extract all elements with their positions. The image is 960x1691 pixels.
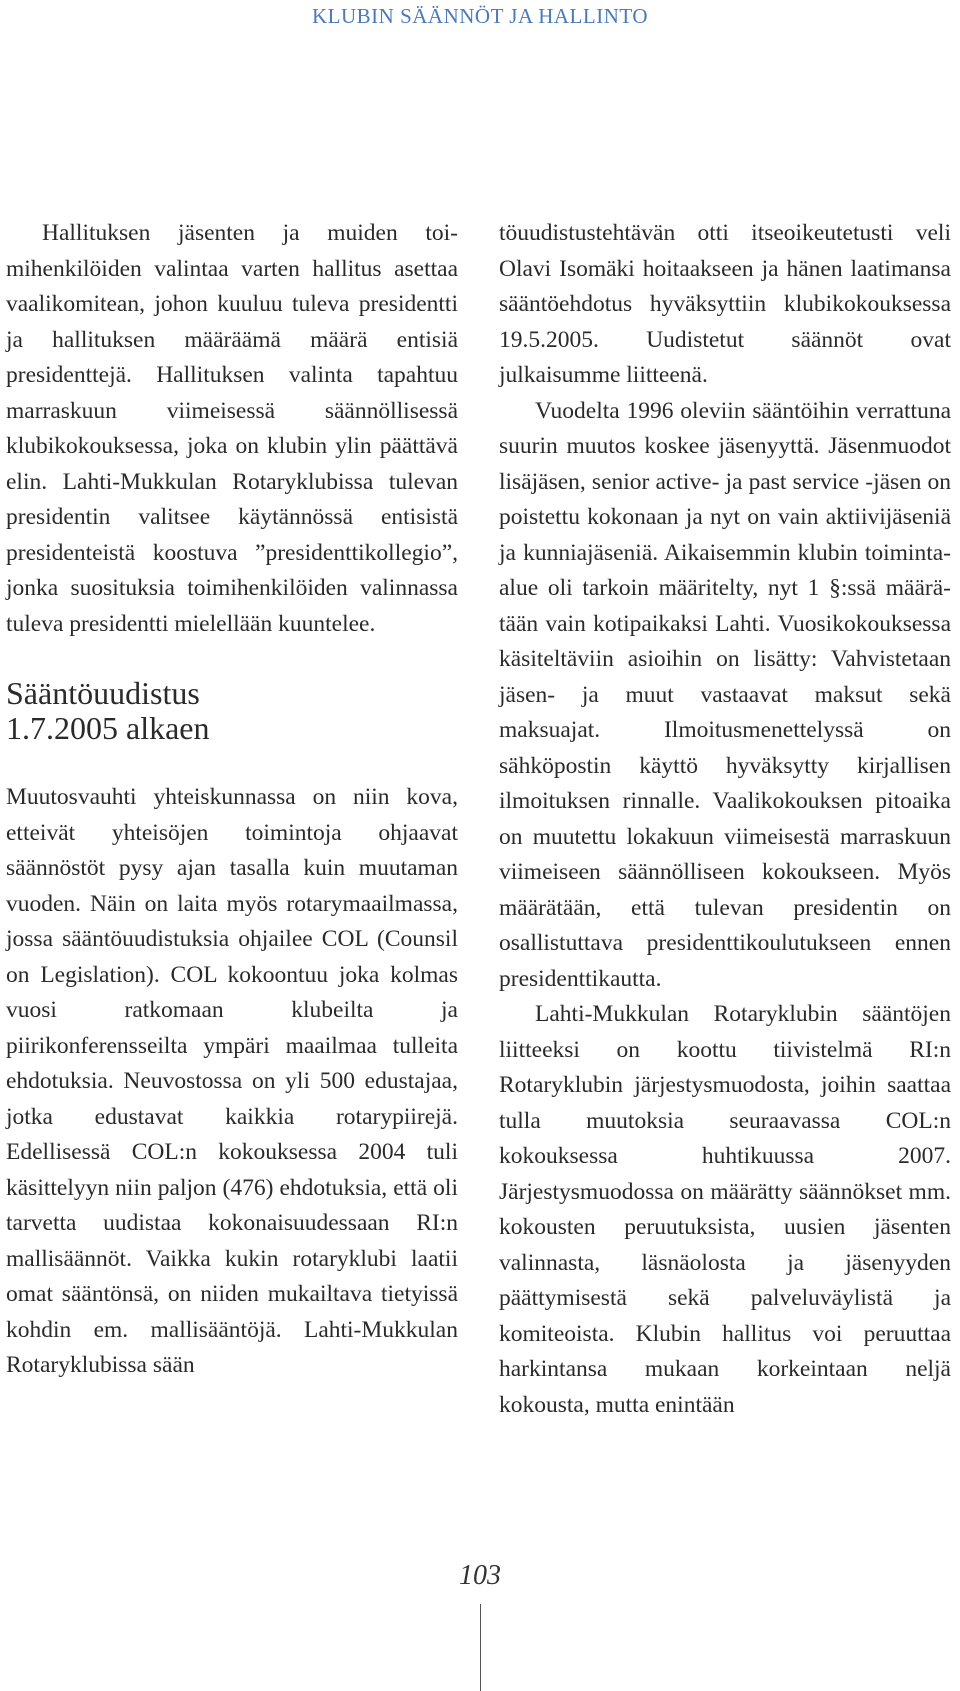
right-paragraph-2: Vuodelta 1996 oleviin sääntöihin verrattuna suurin muutos koskee jäsenyyttä. Jäsenmuodot lisäjäsen, senior active- ja past service -jäsen on poistettu kokonaan ja nyt on vain aktiivijäseniä ja kunniajäseniä. Aikaisemmin klubin toiminta-alue oli tarkoin määritelty, nyt 1 §:ssä määrätään vain kotipaikaksi Lahti. Vuosikokouksessa käsiteltäviin asioihin on lisätty: Vahvistetaan jäsen- ja muut vastaavat maksut sekä maksuajat. Ilmoitusmenettelyssä on sähköpostin käyttö hyväksytty kirjallisen ilmoituksen rinnalle. Vaalikokouksen pitoaika on muutettu lokakuun viimeisestä marraskuun viimeiseen säännölliseen kokoukseen. Myös määrätään, että tulevan presidentin on osallistuttava presidenttikoulutukseen ennen presidenttikautta. bbox=[499, 397, 951, 992]
left-column bbox=[6, 216, 458, 1384]
right-column bbox=[499, 216, 951, 1423]
right-paragraph-3: Lahti-Mukkulan Rotaryklubin sääntöjen liitteeksi on koottu tiivistelmä RI:n Rotaryklubin järjestysmuodosta, joihin saattaa tulla muutoksia seuraavassa COL:n kokouksessa huhtikuussa 2007. Järjestysmuodossa on määrätty säännökset mm. kokousten peruutuksista, uusien jäsenten valinnasta, läsnäolosta ja jäsenyyden päättymisestä sekä palveluväylistä ja komiteoista. Klubin hallitus voi peruuttaa harkintansa mukaan korkeintaan neljä kokousta, mutta enintään bbox=[499, 1001, 951, 1418]
left-paragraph-2: Muutosvauhti yhteiskunnassa on niin kova, etteivät yhteisöjen toimintoja ohjaavat säännöstöt pysy ajan tasalla kuin muutaman vuoden. Näin on laita myös rotarymaailmassa, jossa sääntöuudistuksia ohjailee COL (Counsil on Legislation). COL kokoontuu joka kolmas vuosi ratkomaan klubeilta ja piirikonferensseilta ympäri maailmaa tulleita ehdotuksia. Neuvostossa on yli 500 edustajaa, jotka edustavat kaikkia rotarypiirejä. Edellisessä COL:n kokouksessa 2004 tuli käsittelyyn niin paljon (476) ehdotuksia, että oli tarvetta uudistaa kokonaisuudessaan RI:n mallisäännöt. Vaikka kukin rotaryklubi laatii omat sääntönsä, on niiden mukailtava tietyissä kohdin em. mallisääntöjä. Lahti-Mukkulan Rotaryklubissa sään bbox=[6, 784, 458, 1378]
left-paragraph-1: Hallituksen jäsenten ja muiden toimihenkilöiden valintaa varten hallitus asettaa vaalikomitean, johon kuuluu tuleva presidentti ja hallituksen määräämä määrä entisiä presidenttejä. Hallituksen valinta tapahtuu marraskuun viimeisessä säännöllisessä klubikokouksessa, joka on klubin ylin päättävä elin. Lahti-Mukkulan Rotaryklubissa tulevan presidentin valitsee käytännössä entisistä presidenteistä koostuva ”presidenttikollegio”, jonka suosituksia toimihenkilöiden valinnassa tuleva presidentti mielellään kuuntelee. bbox=[6, 220, 458, 637]
running-head: KLUBIN SÄÄNNÖT JA HALLINTO bbox=[312, 4, 648, 28]
right-paragraph-1: töuudistustehtävän otti itseoikeutetusti veli Olavi Isomäki hoitaakseen ja hänen laatimansa sääntöehdotus hyväksyttiin klubikokouksessa 19.5.2005. Uudistetut säännöt ovat julkaisumme liitteenä. bbox=[499, 220, 951, 388]
section-heading bbox=[6, 676, 458, 746]
section-heading-line-2: 1.7.2005 alkaen bbox=[6, 710, 210, 746]
page-number-rule bbox=[480, 1604, 481, 1691]
page-number: 103 bbox=[459, 1560, 501, 1591]
section-heading-line-1: Sääntöuudistus bbox=[6, 675, 200, 711]
